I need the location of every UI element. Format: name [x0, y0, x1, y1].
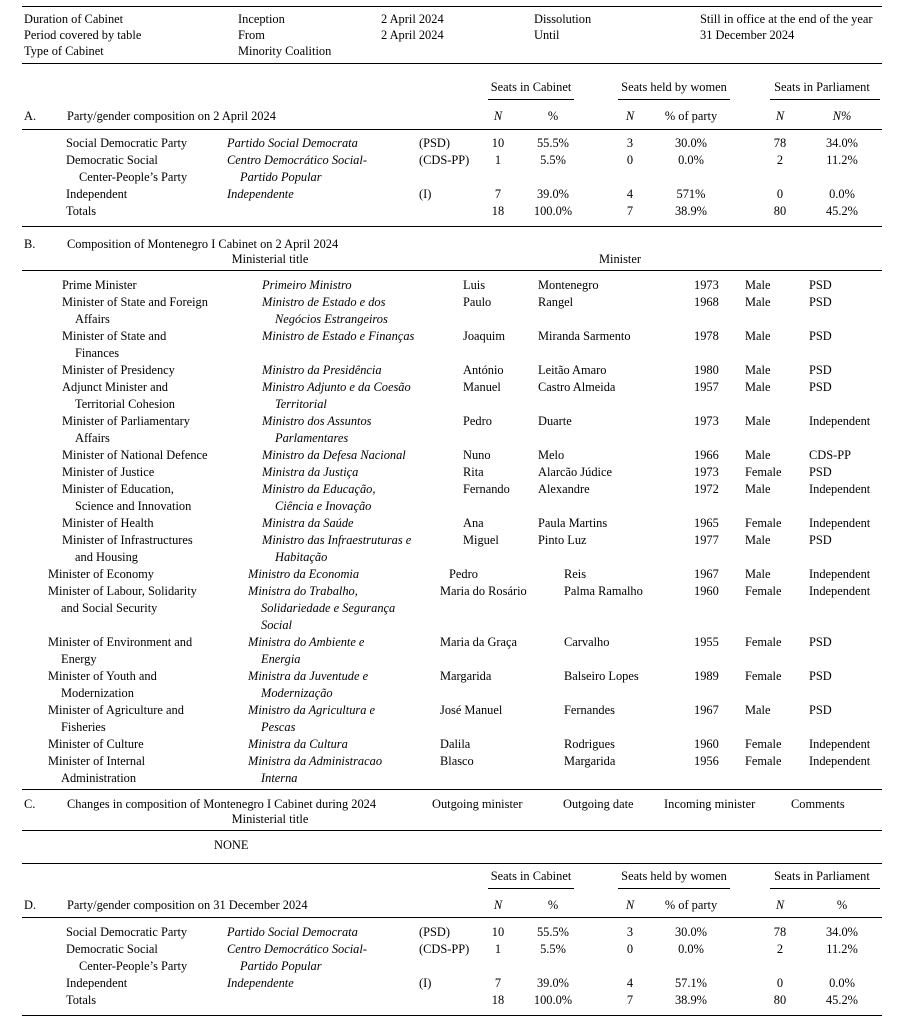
- cell-p3: 34.0%: [825, 136, 858, 150]
- minister-title-line2: Finances: [75, 346, 120, 360]
- minister-title-line2: and Housing: [75, 550, 138, 564]
- party-abbr: (CDS-PP): [419, 942, 470, 956]
- minister-gender: Female: [745, 516, 782, 530]
- minister-party: PSD: [809, 465, 832, 479]
- meta-bottom-rule: [22, 63, 882, 64]
- cell-p3: 0.0%: [829, 187, 855, 201]
- minister-party: Independent: [809, 584, 871, 598]
- minister-last-name: Margarida: [564, 754, 616, 768]
- meta-value-type: Minority Coalition: [238, 44, 332, 58]
- party-name-pt: Centro Democrático Social-: [227, 153, 367, 167]
- minister-birth-year: 1973: [694, 414, 719, 428]
- minister-gender: Male: [745, 703, 771, 717]
- table-row: Democratic Social: [66, 153, 158, 167]
- section-a-bottom-rule: [22, 226, 882, 227]
- cell-p2: 38.9%: [674, 993, 707, 1007]
- minister-title-line2: Modernization: [61, 686, 134, 700]
- minister-gender: Female: [745, 754, 782, 768]
- minister-title-pt-line2: Parlamentares: [275, 431, 349, 445]
- minister-first-name: Margarida: [440, 669, 492, 683]
- section-c-bottom-rule: [22, 863, 882, 864]
- cell-p2: 57.1%: [674, 976, 707, 990]
- minister-first-name: Rita: [463, 465, 484, 479]
- minister-last-name: Castro Almeida: [538, 380, 616, 394]
- cell-n2: 3: [626, 136, 634, 150]
- minister-party: PSD: [809, 669, 832, 683]
- section-c-top-rule: [22, 830, 882, 831]
- section-a-subheader-n2: N: [625, 109, 635, 123]
- minister-last-name: Balseiro Lopes: [564, 669, 639, 683]
- minister-first-name: Joaquim: [463, 329, 505, 343]
- minister-title-pt-line2: Ciência e Inovação: [275, 499, 372, 513]
- minister-birth-year: 1989: [694, 669, 719, 683]
- section-a-subheader-p3: N%: [832, 109, 852, 123]
- minister-party: Independent: [809, 737, 871, 751]
- minister-title-pt-line2: Negócios Estrangeiros: [275, 312, 388, 326]
- section-c-col-outgoing-date: Outgoing date: [563, 797, 634, 811]
- group-header-seats-women: Seats held by women: [621, 80, 727, 94]
- meta-label-type: Type of Cabinet: [24, 44, 104, 58]
- meta-value-dissolution: Still in office at the end of the year: [700, 12, 873, 26]
- cell-p1: 100.0%: [533, 993, 573, 1007]
- group-underline-seats-cabinet-d: [488, 888, 574, 889]
- minister-first-name: Pedro: [463, 414, 492, 428]
- group-underline-seats-women: [618, 99, 730, 100]
- minister-first-name: Paulo: [463, 295, 492, 309]
- minister-party: PSD: [809, 363, 832, 377]
- minister-gender: Female: [745, 584, 782, 598]
- party-name-line2: Center-People’s Party: [79, 959, 188, 973]
- cell-n1: 18: [491, 204, 505, 218]
- section-a-top-rule: [22, 129, 882, 130]
- cell-p2: 30.0%: [674, 925, 707, 939]
- section-c-col-comments: Comments: [791, 797, 845, 811]
- minister-title-pt-line2: Territorial: [275, 397, 327, 411]
- minister-last-name: Melo: [538, 448, 565, 462]
- minister-title-pt: Ministra do Ambiente e: [248, 635, 365, 649]
- minister-party: PSD: [809, 703, 832, 717]
- cell-n1: 7: [494, 187, 502, 201]
- minister-birth-year: 1967: [694, 703, 719, 717]
- minister-title-line2: and Social Security: [61, 601, 158, 615]
- minister-title-pt: Ministro dos Assuntos: [262, 414, 372, 428]
- minister-title-pt-line2: Interna: [261, 771, 298, 785]
- cell-p2: 0.0%: [678, 153, 704, 167]
- cell-n1: 10: [491, 925, 505, 939]
- cell-n3: 2: [776, 942, 784, 956]
- table-row: Adjunct Minister and: [62, 380, 168, 394]
- section-a-subheader-n1: N: [493, 109, 503, 123]
- minister-gender: Male: [745, 363, 771, 377]
- minister-first-name: Fernando: [463, 482, 510, 496]
- minister-birth-year: 1957: [694, 380, 719, 394]
- section-d-letter: D.: [24, 898, 37, 912]
- minister-title-pt: Ministro da Agricultura e: [248, 703, 376, 717]
- table-row: Minister of Presidency: [62, 363, 175, 377]
- group-header-seats-cabinet: Seats in Cabinet: [490, 80, 572, 94]
- table-row: Social Democratic Party: [66, 136, 188, 150]
- section-b-col-ministerial-title: Ministerial title: [231, 252, 309, 266]
- cell-n3: 2: [776, 153, 784, 167]
- group-underline-seats-parliament: [770, 99, 880, 100]
- section-c-col-incoming-minister: Incoming minister: [664, 797, 756, 811]
- minister-gender: Male: [745, 482, 771, 496]
- minister-title-line2: Energy: [61, 652, 97, 666]
- minister-gender: Female: [745, 465, 782, 479]
- party-abbr: (I): [419, 187, 432, 201]
- section-c-none-value: NONE: [214, 838, 249, 852]
- minister-birth-year: 1973: [694, 278, 719, 292]
- cell-n3: 80: [773, 204, 787, 218]
- party-name-pt: Centro Democrático Social-: [227, 942, 367, 956]
- minister-first-name: Manuel: [463, 380, 501, 394]
- group-header-seats-parliament: Seats in Parliament: [774, 80, 870, 94]
- table-row: Minister of Infrastructures: [62, 533, 193, 547]
- minister-birth-year: 1960: [694, 737, 719, 751]
- minister-gender: Male: [745, 414, 771, 428]
- cell-n2: 0: [626, 942, 634, 956]
- minister-last-name: Alarcão Júdice: [538, 465, 612, 479]
- bottom-rule: [22, 1015, 882, 1016]
- cell-n2: 7: [626, 204, 634, 218]
- minister-title-pt: Primeiro Ministro: [262, 278, 352, 292]
- party-name-pt: Independente: [227, 187, 294, 201]
- cell-n3: 0: [776, 187, 784, 201]
- table-row: Minister of Economy: [48, 567, 154, 581]
- minister-party: PSD: [809, 329, 832, 343]
- minister-first-name: Nuno: [463, 448, 491, 462]
- section-b-title: Composition of Montenegro I Cabinet on 2 April 2024: [67, 237, 339, 251]
- section-c-col-outgoing-minister: Outgoing minister: [432, 797, 523, 811]
- section-c-letter: C.: [24, 797, 36, 811]
- minister-last-name: Reis: [564, 567, 587, 581]
- minister-birth-year: 1955: [694, 635, 719, 649]
- table-row: Minister of Environment and: [48, 635, 193, 649]
- cell-p3: 0.0%: [829, 976, 855, 990]
- minister-last-name: Rodrigues: [564, 737, 615, 751]
- group-underline-seats-cabinet: [488, 99, 574, 100]
- cell-n2: 3: [626, 925, 634, 939]
- top-rule: [22, 6, 882, 7]
- minister-gender: Male: [745, 295, 771, 309]
- minister-last-name: Palma Ramalho: [564, 584, 643, 598]
- table-row: Democratic Social: [66, 942, 158, 956]
- meta-label-dissolution: Dissolution: [534, 12, 592, 26]
- party-abbr: (I): [419, 976, 432, 990]
- table-row: Minister of Agriculture and: [48, 703, 184, 717]
- minister-party: PSD: [809, 635, 832, 649]
- minister-party: Independent: [809, 567, 871, 581]
- section-a-letter: A.: [24, 109, 37, 123]
- cell-p3: 11.2%: [826, 153, 858, 167]
- meta-value-until-date: 31 December 2024: [700, 28, 795, 42]
- table-row: Independent: [66, 187, 128, 201]
- meta-label-period: Period covered by table: [24, 28, 142, 42]
- cell-p3: 11.2%: [826, 942, 858, 956]
- minister-title-pt: Ministra da Saúde: [262, 516, 354, 530]
- party-name-pt: Partido Social Democrata: [227, 136, 358, 150]
- minister-title-pt: Ministra do Trabalho,: [248, 584, 358, 598]
- minister-party: PSD: [809, 278, 832, 292]
- meta-value-from-date: 2 April 2024: [381, 28, 444, 42]
- minister-last-name: Carvalho: [564, 635, 610, 649]
- minister-last-name: Paula Martins: [538, 516, 608, 530]
- cell-p1: 100.0%: [533, 204, 573, 218]
- section-b-col-minister: Minister: [599, 252, 641, 266]
- minister-gender: Male: [745, 533, 771, 547]
- table-row: Minister of State and Foreign: [62, 295, 208, 309]
- minister-title-pt: Ministro da Presidência: [262, 363, 382, 377]
- minister-title-pt: Ministro da Educação,: [262, 482, 376, 496]
- group-underline-seats-women-d: [618, 888, 730, 889]
- minister-party: Independent: [809, 516, 871, 530]
- minister-first-name: Maria do Rosário: [440, 584, 527, 598]
- cell-p3: 45.2%: [825, 993, 858, 1007]
- section-d-title: Party/gender composition on 31 December 2024: [67, 898, 308, 912]
- section-b-bottom-rule: [22, 789, 882, 790]
- section-d-subheader-p2: % of party: [664, 898, 718, 912]
- minister-gender: Male: [745, 448, 771, 462]
- group-header-seats-cabinet-d: Seats in Cabinet: [490, 869, 572, 883]
- section-d-subheader-p1: %: [547, 898, 559, 912]
- minister-birth-year: 1966: [694, 448, 719, 462]
- cell-n2: 4: [626, 976, 634, 990]
- minister-birth-year: 1978: [694, 329, 719, 343]
- minister-gender: Male: [745, 567, 771, 581]
- minister-title-line2: Fisheries: [61, 720, 106, 734]
- minister-title-pt-line2: Pescas: [261, 720, 296, 734]
- table-row: Independent: [66, 976, 128, 990]
- minister-gender: Male: [745, 380, 771, 394]
- party-abbr: (PSD): [419, 136, 450, 150]
- meta-label-until: Until: [534, 28, 560, 42]
- section-d-subheader-n2: N: [625, 898, 635, 912]
- table-row: Minister of Labour, Solidarity: [48, 584, 197, 598]
- section-a-subheader-p1: %: [547, 109, 559, 123]
- minister-party: PSD: [809, 380, 832, 394]
- minister-title-pt: Ministro Adjunto e da Coesão: [262, 380, 411, 394]
- minister-gender: Female: [745, 669, 782, 683]
- minister-last-name: Pinto Luz: [538, 533, 587, 547]
- cell-n1: 1: [494, 942, 502, 956]
- meta-mid-from: From: [238, 28, 265, 42]
- cell-n2: 7: [626, 993, 634, 1007]
- cell-p3: 45.2%: [825, 204, 858, 218]
- minister-birth-year: 1972: [694, 482, 719, 496]
- cell-n1: 18: [491, 993, 505, 1007]
- minister-last-name: Alexandre: [538, 482, 590, 496]
- minister-title-pt: Ministro de Estado e Finanças: [262, 329, 415, 343]
- minister-party: PSD: [809, 295, 832, 309]
- group-underline-seats-parliament-d: [770, 888, 880, 889]
- section-d-subheader-n3: N: [775, 898, 785, 912]
- table-row: Minister of Parliamentary: [62, 414, 191, 428]
- party-abbr: (CDS-PP): [419, 153, 470, 167]
- minister-gender: Male: [745, 278, 771, 292]
- meta-mid-inception: Inception: [238, 12, 285, 26]
- minister-first-name: Miguel: [463, 533, 499, 547]
- table-row: Minister of Health: [62, 516, 154, 530]
- table-row: Social Democratic Party: [66, 925, 188, 939]
- minister-title-pt: Ministra da Justiça: [262, 465, 359, 479]
- minister-first-name: António: [463, 363, 504, 377]
- cell-n3: 80: [773, 993, 787, 1007]
- minister-last-name: Fernandes: [564, 703, 615, 717]
- minister-title-pt-line2: Habitação: [275, 550, 328, 564]
- minister-title-pt-line3: Social: [261, 618, 292, 632]
- cell-n1: 10: [491, 136, 505, 150]
- meta-label-duration: Duration of Cabinet: [24, 12, 124, 26]
- minister-title-pt: Ministro das Infraestruturas e: [262, 533, 412, 547]
- cell-p1: 39.0%: [536, 187, 569, 201]
- cell-p2: 0.0%: [678, 942, 704, 956]
- minister-birth-year: 1973: [694, 465, 719, 479]
- minister-first-name: Pedro: [449, 567, 478, 581]
- minister-gender: Female: [745, 737, 782, 751]
- cell-p1: 5.5%: [540, 942, 566, 956]
- cell-n1: 1: [494, 153, 502, 167]
- party-name-line2: Center-People’s Party: [79, 170, 188, 184]
- minister-last-name: Duarte: [538, 414, 572, 428]
- minister-gender: Female: [745, 635, 782, 649]
- minister-party: PSD: [809, 533, 832, 547]
- minister-first-name: Maria da Graça: [440, 635, 518, 649]
- table-row: Minister of Youth and: [48, 669, 157, 683]
- cell-p1: 39.0%: [536, 976, 569, 990]
- cell-n2: 4: [626, 187, 634, 201]
- table-row: Totals: [66, 204, 97, 218]
- section-b-top-rule: [22, 270, 882, 271]
- minister-birth-year: 1967: [694, 567, 719, 581]
- cell-n1: 7: [494, 976, 502, 990]
- section-b-letter: B.: [24, 237, 36, 251]
- minister-first-name: Luis: [463, 278, 486, 292]
- cell-n2: 0: [626, 153, 634, 167]
- section-a-title: Party/gender composition on 2 April 2024: [67, 109, 276, 123]
- minister-birth-year: 1980: [694, 363, 719, 377]
- table-row: Minister of Culture: [48, 737, 144, 751]
- minister-title-line2: Administration: [61, 771, 137, 785]
- minister-first-name: Blasco: [440, 754, 474, 768]
- minister-title-pt: Ministro da Defesa Nacional: [262, 448, 406, 462]
- table-row: Prime Minister: [62, 278, 137, 292]
- cell-p1: 55.5%: [536, 136, 569, 150]
- section-c-col-ministerial-title: Ministerial title: [231, 812, 309, 826]
- cell-n3: 0: [776, 976, 784, 990]
- minister-first-name: Dalila: [440, 737, 471, 751]
- minister-first-name: Ana: [463, 516, 484, 530]
- cell-p3: 34.0%: [825, 925, 858, 939]
- cell-p1: 55.5%: [536, 925, 569, 939]
- group-header-seats-women-d: Seats held by women: [621, 869, 727, 883]
- minister-title-line2: Affairs: [75, 312, 110, 326]
- minister-title-pt: Ministra da Administracao: [248, 754, 383, 768]
- minister-party: CDS-PP: [809, 448, 852, 462]
- minister-party: Independent: [809, 414, 871, 428]
- cell-n3: 78: [773, 136, 787, 150]
- section-d-subheader-p3: %: [836, 898, 848, 912]
- minister-last-name: Rangel: [538, 295, 574, 309]
- section-a-subheader-p2: % of party: [664, 109, 718, 123]
- minister-title-line2: Affairs: [75, 431, 110, 445]
- party-abbr: (PSD): [419, 925, 450, 939]
- section-a-subheader-n3: N: [775, 109, 785, 123]
- table-row: Minister of National Defence: [62, 448, 208, 462]
- minister-birth-year: 1960: [694, 584, 719, 598]
- minister-title-line2: Science and Innovation: [75, 499, 192, 513]
- minister-last-name: Montenegro: [538, 278, 599, 292]
- minister-title-pt: Ministro de Estado e dos: [262, 295, 386, 309]
- party-name-pt: Independente: [227, 976, 294, 990]
- minister-title-pt: Ministra da Cultura: [248, 737, 348, 751]
- cell-p1: 5.5%: [540, 153, 566, 167]
- cell-p2: 38.9%: [674, 204, 707, 218]
- section-d-top-rule: [22, 917, 882, 918]
- minister-birth-year: 1956: [694, 754, 719, 768]
- table-row: Minister of State and: [62, 329, 167, 343]
- minister-title-pt: Ministro da Economia: [248, 567, 360, 581]
- minister-last-name: Miranda Sarmento: [538, 329, 631, 343]
- table-row: Minister of Education,: [62, 482, 174, 496]
- table-row: Minister of Justice: [62, 465, 155, 479]
- table-row: Totals: [66, 993, 97, 1007]
- minister-party: Independent: [809, 754, 871, 768]
- group-header-seats-parliament-d: Seats in Parliament: [774, 869, 870, 883]
- minister-gender: Male: [745, 329, 771, 343]
- minister-birth-year: 1977: [694, 533, 719, 547]
- table-row: Minister of Internal: [48, 754, 146, 768]
- cell-p2: 30.0%: [674, 136, 707, 150]
- party-name-pt-line2: Partido Popular: [240, 959, 322, 973]
- minister-first-name: José Manuel: [440, 703, 503, 717]
- minister-title-pt-line2: Modernização: [261, 686, 333, 700]
- section-c-title: Changes in composition of Montenegro I Cabinet during 2024: [67, 797, 377, 811]
- minister-title-pt: Ministra da Juventude e: [248, 669, 369, 683]
- party-name-pt-line2: Partido Popular: [240, 170, 322, 184]
- minister-party: Independent: [809, 482, 871, 496]
- minister-title-pt-line2: Energia: [261, 652, 301, 666]
- cell-n3: 78: [773, 925, 787, 939]
- minister-title-pt-line2: Solidariedade e Segurança: [261, 601, 396, 615]
- minister-birth-year: 1968: [694, 295, 719, 309]
- party-name-pt: Partido Social Democrata: [227, 925, 358, 939]
- minister-title-line2: Territorial Cohesion: [75, 397, 175, 411]
- section-d-subheader-n1: N: [493, 898, 503, 912]
- meta-value-inception-date: 2 April 2024: [381, 12, 444, 26]
- minister-last-name: Leitão Amaro: [538, 363, 607, 377]
- cell-p2: 571%: [676, 187, 706, 201]
- minister-birth-year: 1965: [694, 516, 719, 530]
